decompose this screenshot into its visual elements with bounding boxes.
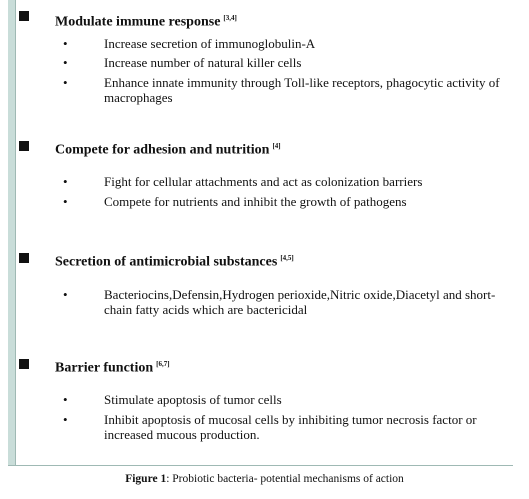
bullet-dot-icon: • bbox=[63, 287, 68, 302]
square-bullet-icon bbox=[19, 11, 29, 21]
list-item-text: Enhance innate immunity through Toll-like receptors, phagocytic activity of macrophages bbox=[104, 75, 500, 105]
citation-ref: [4,5] bbox=[280, 254, 294, 262]
bullet-dot-icon: • bbox=[63, 392, 68, 407]
bullet-dot-icon: • bbox=[63, 194, 68, 209]
bullet-dot-icon: • bbox=[63, 75, 68, 90]
section-heading-text: Barrier function bbox=[55, 360, 154, 376]
list-item-text: Increase number of natural killer cells bbox=[104, 55, 302, 70]
section-heading bbox=[55, 10, 237, 31]
section-heading bbox=[55, 250, 294, 271]
bullet-dot-icon: • bbox=[63, 174, 68, 189]
figure-label: Figure 1 bbox=[125, 473, 167, 485]
bullet-dot-icon: • bbox=[63, 412, 68, 427]
bullet-dot-icon: • bbox=[63, 36, 68, 51]
list-item-text: Increase secretion of immunoglobulin-A bbox=[104, 36, 316, 51]
left-accent-bar bbox=[8, 0, 16, 466]
citation-ref: [3,4] bbox=[223, 14, 237, 22]
figure-caption-text: : Probiotic bacteria- potential mechanisms of action bbox=[166, 473, 404, 485]
square-bullet-icon bbox=[19, 359, 29, 369]
section-heading bbox=[55, 356, 170, 377]
citation-ref: [4] bbox=[272, 142, 281, 150]
bottom-divider bbox=[8, 465, 513, 466]
square-bullet-icon bbox=[19, 141, 29, 151]
list-item-text: Inhibit apoptosis of mucosal cells by inhibiting tumor necrosis factor or increased mucous production. bbox=[104, 412, 477, 442]
list-item-text: Stimulate apoptosis of tumor cells bbox=[104, 392, 282, 407]
square-bullet-icon bbox=[19, 253, 29, 263]
bullet-dot-icon: • bbox=[63, 55, 68, 70]
citation-ref: [6,7] bbox=[156, 360, 170, 368]
list-item-text: Fight for cellular attachments and act as colonization barriers bbox=[104, 174, 423, 189]
section-heading-text: Secretion of antimicrobial substances bbox=[55, 254, 278, 270]
list-item-text: Bacteriocins,Defensin,Hydrogen perioxide,Nitric oxide,Diacetyl and short-chain fatty acids which are bactericidal bbox=[104, 287, 496, 317]
figure-caption bbox=[0, 473, 529, 485]
section-heading-text: Modulate immune response bbox=[55, 14, 221, 30]
section-heading-text: Compete for adhesion and nutrition bbox=[55, 142, 270, 158]
list-item-text: Compete for nutrients and inhibit the growth of pathogens bbox=[104, 194, 407, 209]
section-heading bbox=[55, 138, 281, 159]
